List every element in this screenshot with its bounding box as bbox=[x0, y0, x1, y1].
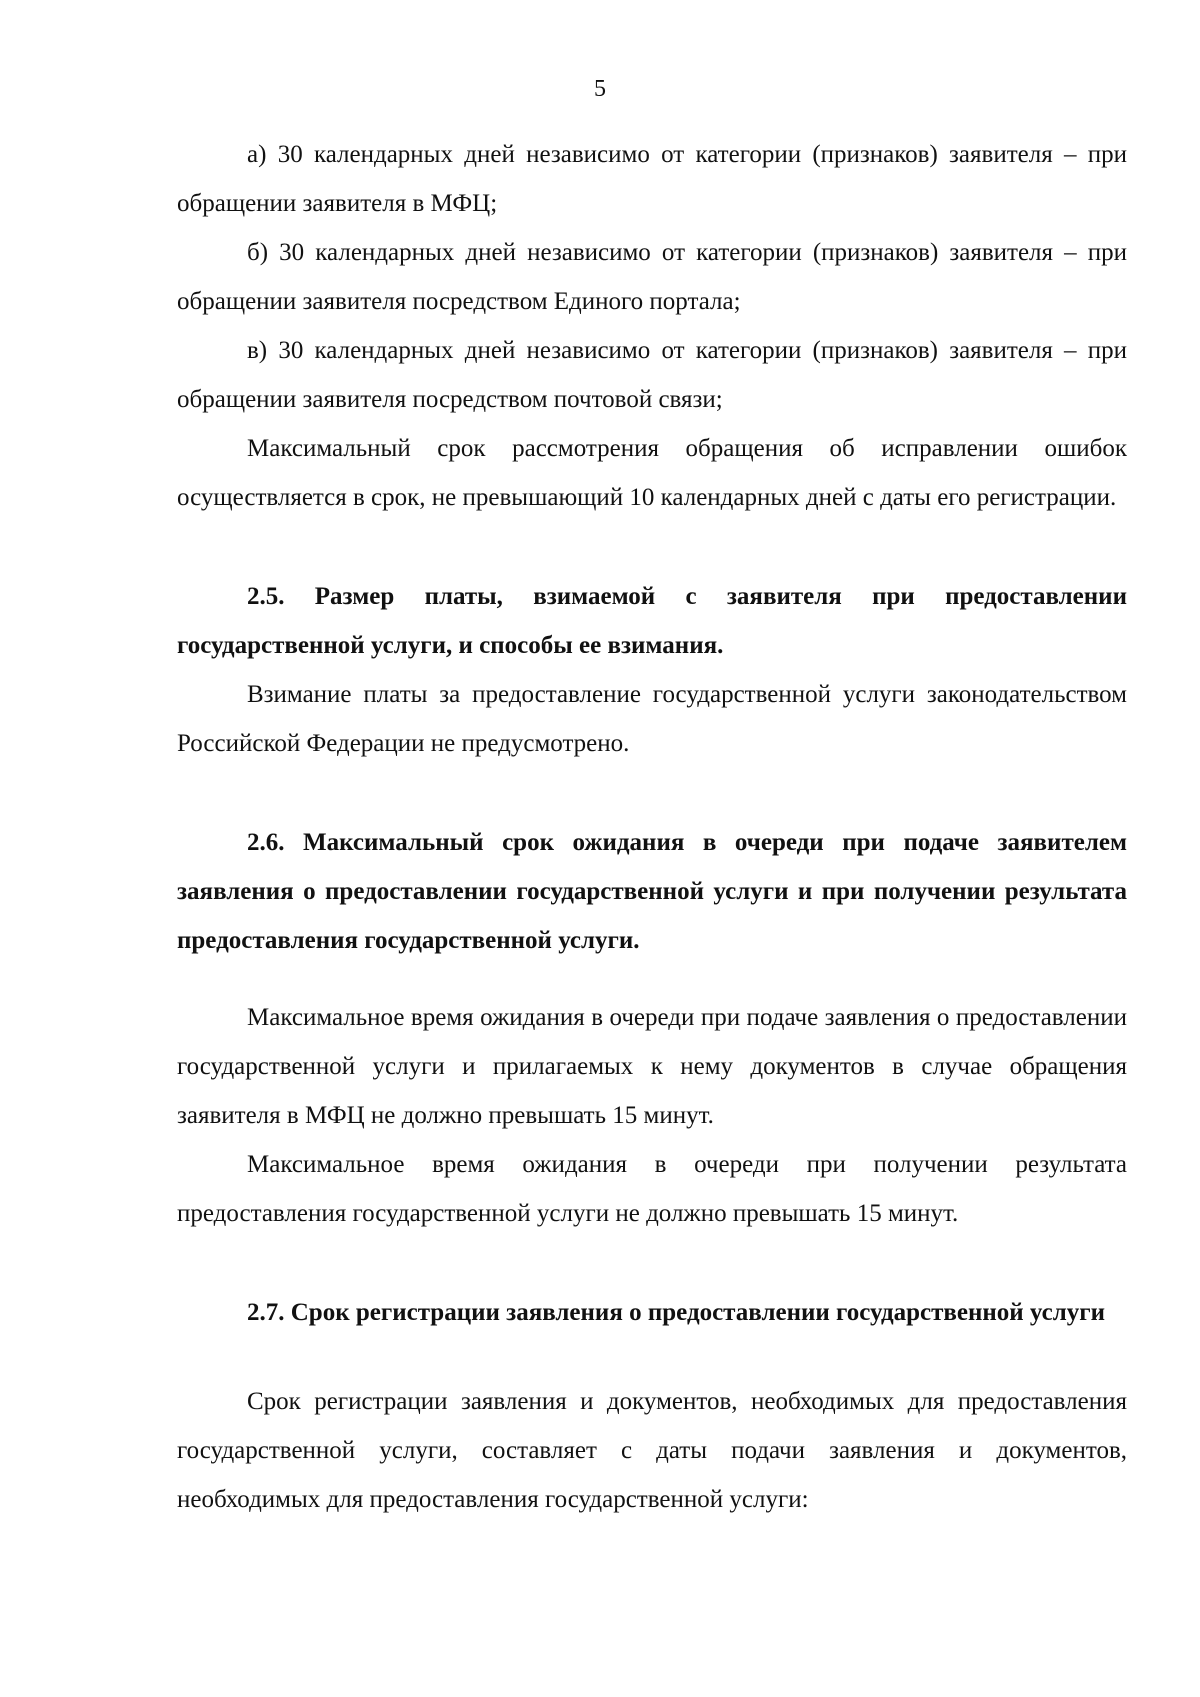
section-2-6-heading: 2.6. Максимальный срок ожидания в очереди при подаче заявителем заявления о предоставлении государственной услуги и при получении результата предоставления государственной услуги. bbox=[177, 829, 1127, 954]
section-2-5-body: Взимание платы за предоставление государственной услуги законодательством Российской Федерации не предусмотрено. bbox=[177, 681, 1127, 757]
section-2-6-body-2: Максимальное время ожидания в очереди при получении результата предоставления государственной услуги не должно превышать 15 минут. bbox=[177, 1151, 1127, 1227]
paragraph-b: б) 30 календарных дней независимо от категории (признаков) заявителя – при обращении заявителя посредством Единого портала; bbox=[177, 239, 1127, 315]
section-2-5-heading: 2.5. Размер платы, взимаемой с заявителя при предоставлении государственной услуги, и способы ее взимания. bbox=[177, 583, 1127, 659]
spacer bbox=[177, 1337, 1127, 1377]
paragraph-a: а) 30 календарных дней независимо от категории (признаков) заявителя – при обращении заявителя в МФЦ; bbox=[177, 141, 1127, 217]
spacer bbox=[177, 1238, 1127, 1288]
spacer bbox=[177, 768, 1127, 818]
spacer bbox=[177, 522, 1127, 572]
section-2-6-body-1: Максимальное время ожидания в очереди при подаче заявления о предоставлении государственной услуги и прилагаемых к нему документов в случае обращения заявителя в МФЦ не должно превышать 15 минут. bbox=[177, 1004, 1127, 1129]
paragraph-max-term: Максимальный срок рассмотрения обращения об исправлении ошибок осуществляется в срок, не превышающий 10 календарных дней с даты его регистрации. bbox=[177, 435, 1127, 511]
paragraph-v: в) 30 календарных дней независимо от категории (признаков) заявителя – при обращении заявителя посредством почтовой связи; bbox=[177, 337, 1127, 413]
spacer bbox=[177, 965, 1127, 993]
section-2-7-heading: 2.7. Срок регистрации заявления о предоставлении государственной услуги bbox=[247, 1299, 1106, 1326]
section-2-7-body: Срок регистрации заявления и документов, необходимых для предоставления государственной услуги, составляет с даты подачи заявления и документов, необходимых для предоставления государственной услуги: bbox=[177, 1388, 1127, 1513]
document-body bbox=[177, 130, 1127, 1524]
page-number: 5 bbox=[594, 76, 606, 102]
